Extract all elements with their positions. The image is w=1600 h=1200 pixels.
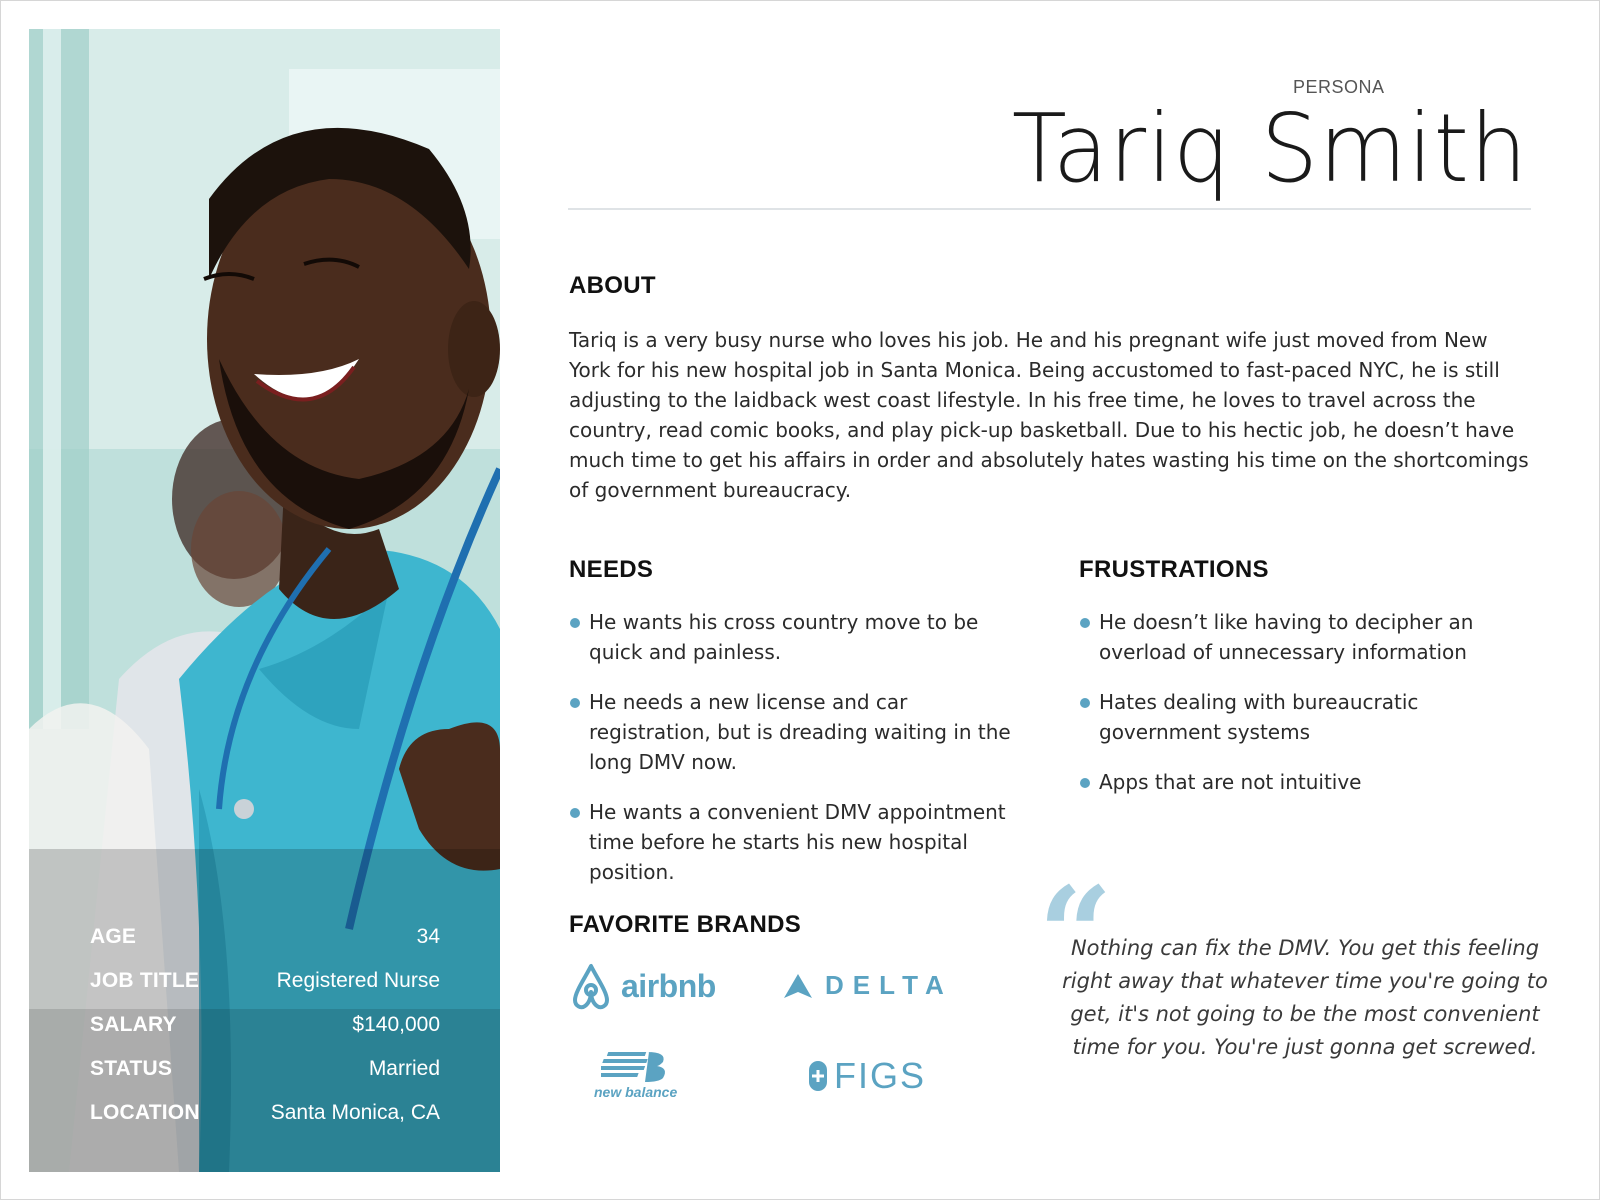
bullet-icon xyxy=(1080,618,1090,628)
needs-list xyxy=(569,607,1019,907)
bullet-icon xyxy=(570,698,580,708)
about-text: Tariq is a very busy nurse who loves his job. He and his pregnant wife just moved from New York for his new hospital job in Santa Monica. Being accustomed to fast-paced NYC, he is still adjusting to the laidback west coast lifestyle. In his free time, he loves to travel across the country, read comic books, and play pick-up basketball. Due to his hectic job, he doesn’t have much time to get his affairs in order and absolutely hates wasting his time on the shortcomings of government bureaucracy. xyxy=(569,328,1529,502)
needs-heading: NEEDS xyxy=(569,556,654,583)
bullet-icon xyxy=(570,618,580,628)
stat-value: Santa Monica, CA xyxy=(270,1101,440,1124)
stat-label: STATUS xyxy=(90,1057,173,1080)
quote-mark-icon: “ xyxy=(1038,858,1113,1011)
airbnb-icon xyxy=(569,962,613,1010)
frustrations-list xyxy=(1079,607,1509,817)
list-item-text: He wants a convenient DMV appointment time before he starts his new hospital position. xyxy=(589,800,1006,884)
list-item xyxy=(1079,687,1509,747)
list-item-text: He needs a new license and car registration, but is dreading waiting in the long DMV now. xyxy=(589,690,1011,774)
list-item xyxy=(1079,607,1509,667)
brand-name: DELTA xyxy=(825,970,953,1000)
stat-row-location xyxy=(90,1101,440,1145)
stat-value: 34 xyxy=(416,925,440,948)
list-item xyxy=(569,687,1019,777)
stat-label: SALARY xyxy=(90,1013,177,1036)
list-item-text: Apps that are not intuitive xyxy=(1099,770,1362,794)
persona-label: PERSONA xyxy=(1293,77,1385,97)
stat-row-age xyxy=(90,925,440,969)
stat-value: Registered Nurse xyxy=(276,969,440,992)
bullet-icon xyxy=(1080,778,1090,788)
figs-plus-icon xyxy=(808,1060,828,1092)
list-item-text: He wants his cross country move to be quick and painless. xyxy=(589,610,979,664)
delta-triangle-icon xyxy=(783,973,813,999)
new-balance-logo xyxy=(594,1050,677,1100)
stat-row-salary xyxy=(90,1013,440,1057)
stat-label: LOCATION xyxy=(90,1101,200,1124)
stat-label: AGE xyxy=(90,925,137,948)
list-item xyxy=(569,797,1019,887)
figs-logo xyxy=(808,1055,926,1097)
frustrations-heading: FRUSTRATIONS xyxy=(1079,556,1269,583)
brand-name: FIGS xyxy=(834,1055,927,1096)
list-item xyxy=(1079,767,1509,797)
stat-row-status xyxy=(90,1057,440,1101)
brand-name: airbnb xyxy=(621,967,716,1004)
list-item xyxy=(569,607,1019,667)
brands-heading: FAVORITE BRANDS xyxy=(569,911,802,938)
persona-name: Tariq Smith xyxy=(1011,94,1528,205)
stat-value: Married xyxy=(368,1057,440,1080)
airbnb-logo xyxy=(569,962,716,1010)
bullet-icon xyxy=(570,808,580,818)
bullet-icon xyxy=(1080,698,1090,708)
list-item-text: He doesn’t like having to decipher an overload of unnecessary information xyxy=(1099,610,1474,664)
persona-stats xyxy=(90,925,440,1145)
persona-quote: Nothing can fix the DMV. You get this feeling right away that whatever time you're going to get, it's not going to be the most convenient time for you. You're just gonna get screwed. xyxy=(1062,936,1548,1059)
delta-logo xyxy=(783,970,953,1001)
stat-row-job-title xyxy=(90,969,440,1013)
about-heading: ABOUT xyxy=(569,272,656,299)
list-item-text: Hates dealing with bureaucratic government systems xyxy=(1099,690,1419,744)
stat-value: $140,000 xyxy=(352,1013,440,1036)
brand-name: new balance xyxy=(594,1084,678,1100)
new-balance-nb-icon xyxy=(601,1050,671,1084)
header-divider xyxy=(568,208,1531,210)
persona-photo xyxy=(29,29,500,1172)
stat-label: JOB TITLE xyxy=(90,969,200,992)
